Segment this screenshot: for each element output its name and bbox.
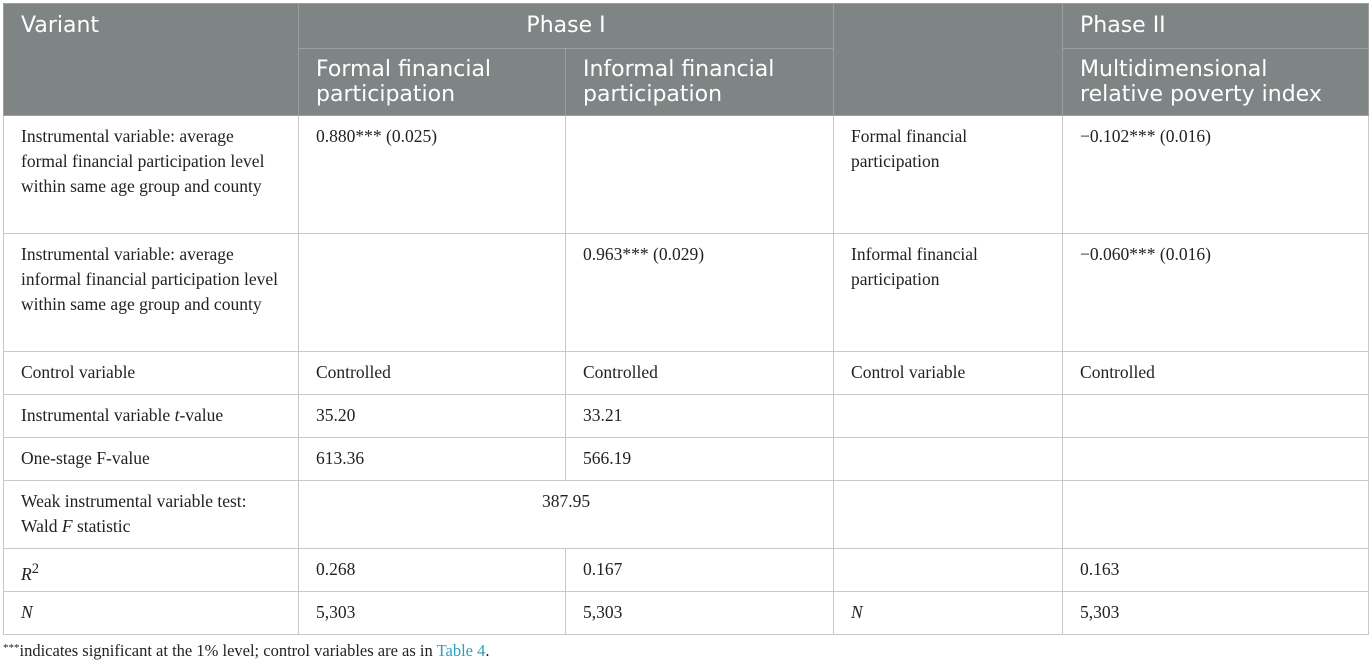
footnote-stars: *** [3, 642, 20, 654]
table-row [4, 592, 1369, 635]
cell-phase2-value: −0.060*** (0.016) [1063, 234, 1369, 352]
cell-phase2-value-empty [1063, 481, 1369, 549]
cell-informal: 33.21 [566, 395, 834, 438]
cell-phase2-value-empty [1063, 438, 1369, 481]
header-phase-1: Phase I [299, 4, 834, 49]
cell-phase2-value: 5,303 [1063, 592, 1369, 635]
header-phase-2-label-column [834, 4, 1063, 116]
cell-informal: Controlled [566, 352, 834, 395]
header-informal-financial-participation: Informal financial participation [566, 49, 834, 116]
cell-phase2-value-empty [1063, 395, 1369, 438]
cell-formal: 0.880*** (0.025) [299, 116, 566, 234]
cell-phase2-value: 0.163 [1063, 549, 1369, 592]
table-footnote: ***indicates significant at the 1% level; control variables are as in Table 4. [3, 641, 490, 660]
cell-phase2-label-empty [834, 481, 1063, 549]
table-row [4, 352, 1369, 395]
cell-phase2-value: Controlled [1063, 352, 1369, 395]
header-phase-2: Phase II [1063, 4, 1369, 49]
cell-informal: 566.19 [566, 438, 834, 481]
cell-phase2-label-empty [834, 395, 1063, 438]
cell-informal: 0.167 [566, 549, 834, 592]
row-label: Instrumental variable: average formal financial participation level within same age group and county [4, 116, 299, 234]
row-label: Weak instrumental variable test: Wald F statistic [4, 481, 299, 549]
cell-formal: 613.36 [299, 438, 566, 481]
row-label: One-stage F-value [4, 438, 299, 481]
cell-formal: 0.268 [299, 549, 566, 592]
table-row [4, 234, 1369, 352]
cell-phase2-value: −0.102*** (0.016) [1063, 116, 1369, 234]
row-label: N [4, 592, 299, 635]
cell-phase2-label: Informal financial participation [834, 234, 1063, 352]
table-row [4, 116, 1369, 234]
cell-phase2-label: N [834, 592, 1063, 635]
cell-informal: 5,303 [566, 592, 834, 635]
cell-formal: Controlled [299, 352, 566, 395]
row-label: $R^2$ [4, 549, 299, 592]
footnote-text: indicates significant at the 1% level; control variables are as in [19, 641, 437, 660]
table-row [4, 395, 1369, 438]
row-label: Instrumental variable: average informal financial participation level within same age group and county [4, 234, 299, 352]
cell-formal-empty [299, 234, 566, 352]
table-row [4, 549, 1369, 592]
table-4-link[interactable]: Table 4 [436, 641, 486, 660]
cell-formal: 35.20 [299, 395, 566, 438]
regression-table [3, 3, 1369, 635]
cell-phase2-label-empty [834, 549, 1063, 592]
row-label: Control variable [4, 352, 299, 395]
cell-informal-empty [566, 116, 834, 234]
cell-phase2-label: Control variable [834, 352, 1063, 395]
table-row [4, 438, 1369, 481]
cell-phase2-label-empty [834, 438, 1063, 481]
row-label: Instrumental variable t-value [4, 395, 299, 438]
table-row [4, 481, 1369, 549]
cell-informal: 0.963*** (0.029) [566, 234, 834, 352]
header-formal-financial-participation: Formal financial participation [299, 49, 566, 116]
cell-phase2-label: Formal financial participation [834, 116, 1063, 234]
header-multidimensional-relative-poverty-index: Multidimensional relative poverty index [1063, 49, 1369, 116]
header-variant: Variant [4, 4, 299, 116]
cell-formal: 5,303 [299, 592, 566, 635]
cell-wald-value: 387.95 [299, 481, 834, 549]
